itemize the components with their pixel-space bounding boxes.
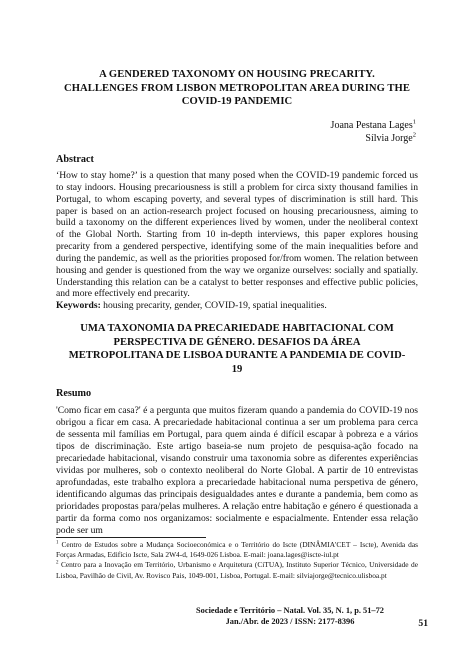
portuguese-title xyxy=(56,322,418,376)
resumo-section xyxy=(56,405,418,538)
footnote xyxy=(56,560,418,580)
page-number: 51 xyxy=(418,618,428,629)
keywords-label: Keywords: xyxy=(56,300,101,312)
footnote xyxy=(56,540,418,560)
english-title-line: A GENDERED TAXONOMY ON HOUSING PRECARITY. xyxy=(99,69,375,80)
keywords-text: housing precarity, gender, COVID-19, spatial inequalities. xyxy=(100,300,327,312)
portuguese-title-line: PERSPECTIVA DE GÉNERO. DESAFIOS DA ÁREA xyxy=(113,336,361,348)
english-title-line: CHALLENGES FROM LISBON METROPOLITAN AREA DURING THE xyxy=(64,82,410,94)
portuguese-title-line: UMA TAXONOMIA DA PRECARIEDADE HABITACIONAL COM xyxy=(80,323,394,334)
resumo-heading: Resumo xyxy=(56,388,92,399)
portuguese-title-line: 19 xyxy=(231,363,243,375)
author-list xyxy=(331,120,416,145)
footnote-divider xyxy=(56,537,206,538)
abstract-heading: Abstract xyxy=(56,154,94,165)
keywords-line xyxy=(56,300,418,312)
english-title-line: COVID-19 PANDEMIC xyxy=(181,96,293,108)
footnote-text: Centro para a Inovação em Território, Urbanismo e Arquitetura (CiTUA), Instituto Superior Técnico, Universidade de Lisboa, Pavilhão de Civil, Av. Rovisco Pais, 1049-001, Lisboa, Portugal. E-mail: silviajorge@tecnico.ulisboa.pt xyxy=(56,560,418,580)
author-name: Sílvia Jorge xyxy=(365,132,413,144)
journal-citation xyxy=(140,605,440,627)
portuguese-title-line: METROPOLITANA DE LISBOA DURANTE A PANDEMIA DE COVID- xyxy=(68,350,406,361)
resumo-text: 'Como ficar em casa?' é a pergunta que muitos fizeram quando a pandemia do COVID-19 nos obrigou a ficar em casa. A precariedade habitacional continua a ser um problema para cerca de sessenta mil famílias em Portugal, para quem ainda é difícil escapar à pobreza e a vários tipos de discriminação. Este artigo baseia-se num projeto de pesquisa-ação focado na precariedade habitacional, visando construir uma taxonomia sobre as diferentes experiências vividas por mulheres, sob o contexto neoliberal do Norte Global. A partir de 10 entrevistas aprofundadas, este trabalho explora a precariedade habitacional numa perspetiva de género, identificando algumas das principais desigualdades antes e durante a pandemia, bem como as prioridades propostas para/pelas mulheres. A relação entre habitação e género é questionada a partir da forma como nos organizamos: socialmente e espacialmente. Entender essa relação pode ser um xyxy=(56,405,418,537)
author-entry xyxy=(331,133,416,146)
journal-line: Sociedade e Território – Natal. Vol. 35, N. 1, p. 51–72 xyxy=(196,606,384,615)
journal-line: Jan./Abr. de 2023 / ISSN: 2177-8396 xyxy=(225,617,355,626)
abstract-section xyxy=(56,170,418,312)
author-entry xyxy=(331,120,416,133)
english-title xyxy=(56,68,418,109)
abstract-text: ‘How to stay home?’ is a question that many posed when the COVID-19 pandemic forced us to stay indoors. Housing precariousness is still a problem for circa sixty thousand families in Portugal, to whom escaping poverty, and several types of discrimination is still hard. This paper is based on an action-research project focused on housing precariousness, aiming to build a taxonomy on the different experiences lived by women, under the neoliberal context of the Global North. Starting from 10 in-depth interviews, this paper explores housing precarity from a gendered perspective, identifying some of the main inequalities before and during the pandemic, as well as the priorities proposed for/from women. The relation between housing and gender is questioned from the way we organize ourselves: socially and spatially. Understanding this relation can be a catalyst to better responses and effective public policies, and more effectively end precarity. xyxy=(56,170,418,300)
footnote-text: Centro de Estudos sobre a Mudança Socioeconómica e o Território do Iscte (DINÂMIA'CET – Iscte), Avenida das Forças Armadas, Edifício Iscte, Sala 2W4-d, 1649-026 Lisboa. E-mail: joana.lages@iscte-iul.pt xyxy=(56,540,418,560)
footnote-marker: 1 xyxy=(56,540,59,546)
footnotes xyxy=(56,540,418,581)
footnote-marker: 2 xyxy=(56,560,59,566)
footnote-marker: 1 xyxy=(412,118,416,126)
footnote-marker: 2 xyxy=(412,131,416,139)
author-name: Joana Pestana Lages xyxy=(330,120,413,131)
